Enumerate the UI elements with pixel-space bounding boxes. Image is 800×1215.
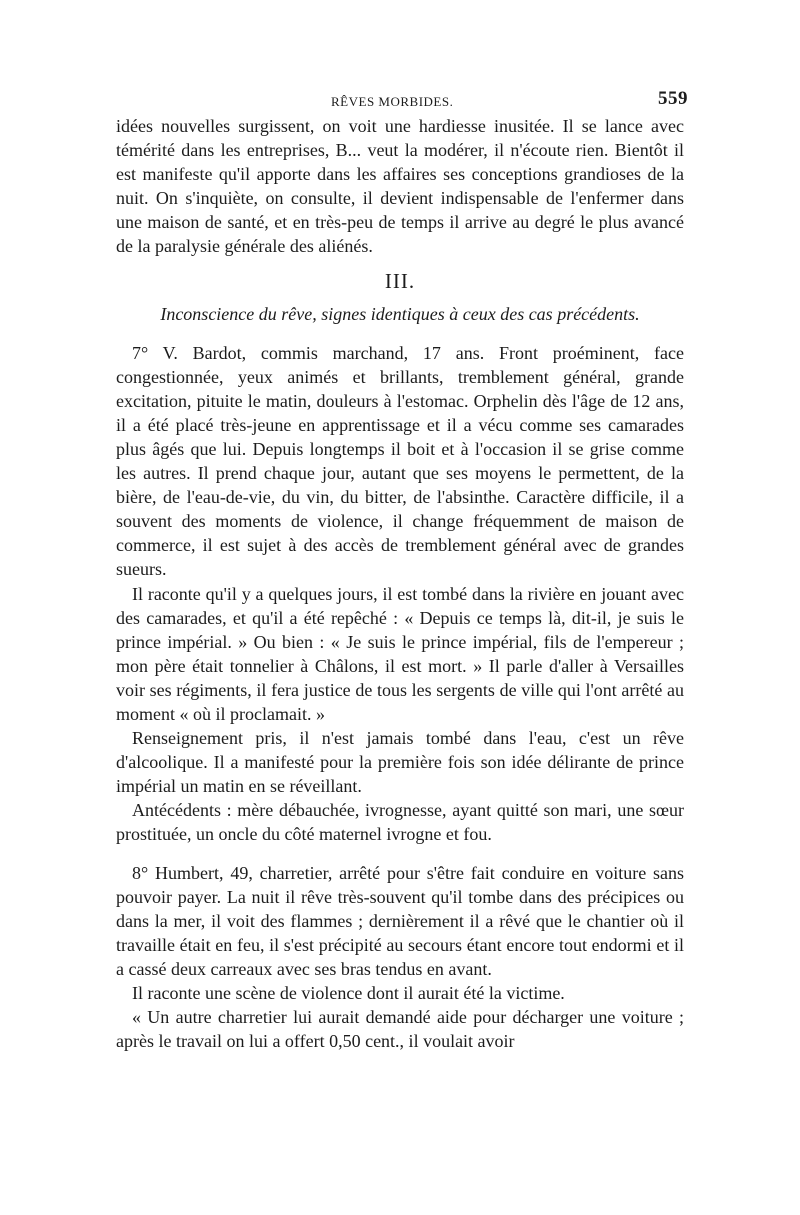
case-7-antecedents: Antécédents : mère débauchée, ivrognesse, ayant quitté son mari, une sœur prostituée, un oncle du côté maternel ivrogne et fou.	[116, 800, 684, 845]
case-8-quote: « Un autre charretier lui aurait demandé aide pour décharger une voiture ; après le travail on lui a offert 0,50 cent., il voulait avoir	[116, 1007, 684, 1052]
case-7-paragraph: 7° V. Bardot, commis marchand, 17 ans. Front proéminent, face congestionnée, yeux animés et brillants, tremblement général, grande excitation, pituite le matin, douleurs à l'estomac. Orphelin dès l'âge de 12 ans, il a été placé très-jeune en apprentissage et il a vécu comme ses camarades plus âgés que lui. Depuis longtemps il boit et à l'occasion il se grise comme les autres. Il prend chaque jour, autant que ses moyens le permettent, de la bière, de l'eau-de-vie, du vin, du bitter, de l'absinthe. Caractère difficile, il a souvent des moments de violence, il change fréquemment de maison de commerce, il est sujet à des accès de tremblement général avec de grandes sueurs.	[116, 342, 684, 580]
running-head	[116, 88, 688, 114]
section-number: III.	[384, 268, 416, 293]
case-8-violence: Il raconte une scène de violence dont il aurait été la victime.	[132, 983, 565, 1003]
case-7-inquiry: Renseignement pris, il n'est jamais tombé dans l'eau, c'est un rêve d'alcoolique. Il a manifesté pour la première fois son idée délirante de prince impérial un matin en se réveillant.	[116, 728, 684, 797]
paragraph-gap	[116, 847, 684, 861]
case-7-narrative: Il raconte qu'il y a quelques jours, il est tombé dans la rivière en jouant avec des camarades, et qu'il a été repêché : « Depuis ce temps là, dit-il, je suis le prince impérial. » Ou bien : « Je suis le prince impérial, fils de l'empereur ; mon père était tonnelier à Châlons, il est mort. » Il parle d'aller à Versailles voir ses régiments, il fera justice de tous les sergents de ville qui l'ont arrêté au moment « où il proclamait. »	[116, 583, 684, 724]
section-title: Inconscience du rêve, signes identiques à ceux des cas précédents.	[160, 303, 640, 324]
paragraph-continuation: idées nouvelles surgissent, on voit une hardiesse inusitée. Il se lance avec témérité dans les entreprises, B... veut la modérer, il n'écoute rien. Bientôt il est manifeste qu'il apporte dans les affaires ses conceptions grandioses de la nuit. On s'inquiète, on consulte, il devient indispensable de l'enfermer dans une maison de santé, et en très-peu de temps il arrive au degré le plus avancé de la paralysie générale des aliénés.	[116, 116, 684, 257]
book-page	[116, 88, 688, 1053]
running-title: RÊVES MORBIDES.	[331, 94, 454, 109]
case-8-paragraph: 8° Humbert, 49, charretier, arrêté pour s'être fait conduire en voiture sans pouvoir payer. La nuit il rêve très-souvent qu'il tombe dans des précipices ou dans la mer, il voit des flammes ; dernièrement il a rêvé que le chantier où il travaille était en feu, il s'est précipité au secours étant encore tout endormi et il a cassé deux carreaux avec ses bras tendus en avant.	[116, 862, 684, 979]
page-number: 559	[658, 88, 688, 109]
